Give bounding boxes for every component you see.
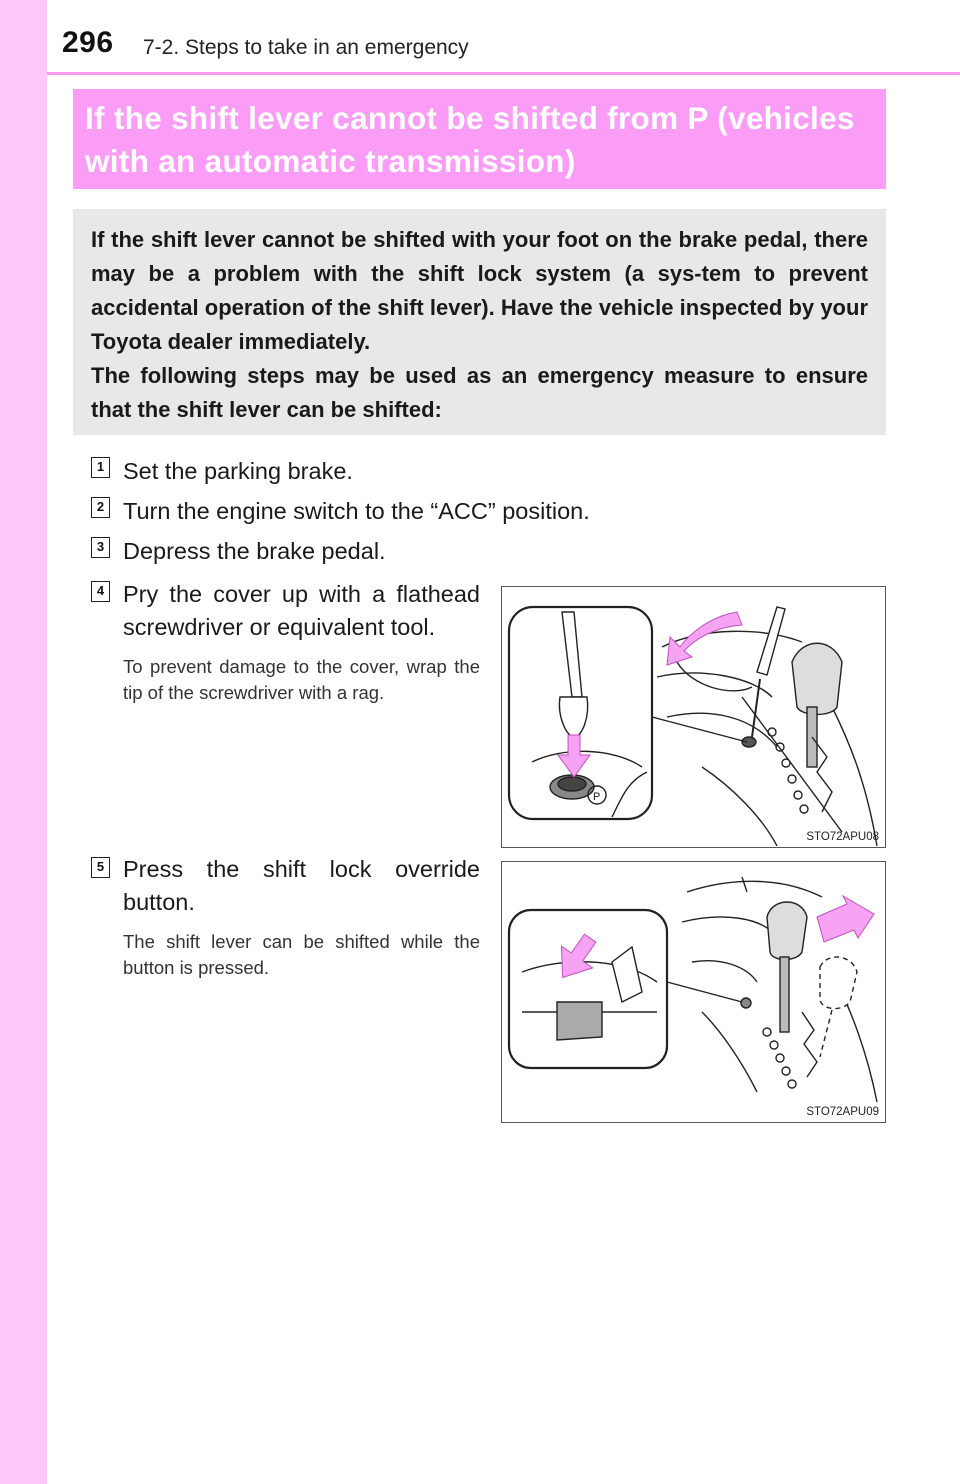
intro-paragraph-2: The following steps may be used as an emergency measure to ensure that the shift lever can be shifted: (91, 363, 868, 422)
page-title (85, 97, 876, 183)
step-2-text: Turn the engine switch to the “ACC” position. (123, 498, 590, 524)
step-1-badge: 1 (91, 457, 110, 478)
title-line-2: with an automatic transmission) (85, 143, 576, 179)
figure-2-label: STO72APU09 (806, 1106, 879, 1118)
step-3-badge: 3 (91, 537, 110, 558)
page-number: 296 (62, 26, 114, 59)
step-1-text: Set the parking brake. (123, 458, 353, 484)
step-3-text: Depress the brake pedal. (123, 538, 386, 564)
override-button-illustration (502, 862, 884, 1121)
step-4-badge: 4 (91, 581, 110, 602)
title-line-1: If the shift lever cannot be shifted from P (vehicles (85, 100, 855, 136)
intro-box (73, 209, 886, 435)
step-5-text: Press the shift lock override button. (123, 856, 480, 915)
step-5-note: The shift lever can be shifted while the button is pressed. (123, 931, 480, 978)
step-4-text: Pry the cover up with a flathead screwdriver or equivalent tool. (123, 581, 480, 640)
step-2-badge: 2 (91, 497, 110, 518)
step-4-note: To prevent damage to the cover, wrap the tip of the screwdriver with a rag. (123, 656, 480, 703)
section-header: 7-2. Steps to take in an emergency (143, 36, 469, 59)
figure-cover-pry (501, 586, 886, 848)
figure-1-label: STO72APU08 (806, 831, 879, 843)
step-5-badge: 5 (91, 857, 110, 878)
side-color-strip (0, 0, 47, 1484)
header-rule (47, 72, 960, 75)
figure-override-button (501, 861, 886, 1123)
cover-pry-illustration (502, 587, 884, 846)
title-bar (73, 89, 886, 189)
p-position-mark: P (593, 791, 601, 803)
intro-paragraph-1: If the shift lever cannot be shifted with your foot on the brake pedal, there may be a problem with the shift lock system (a sys-tem to prevent accidental operation of the shift lever). Have the vehicle inspected by your Toyota dealer immediately. (91, 227, 868, 354)
